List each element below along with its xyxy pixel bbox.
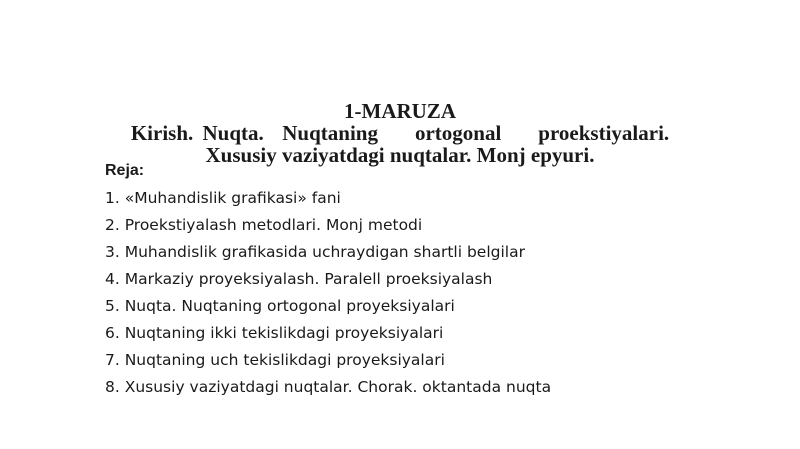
plan-item-5: 5. Nuqta. Nuqtaning ortogonal proyeksiyalari xyxy=(105,297,455,315)
plan-item-4: 4. Markaziy proyeksiyalash. Paralell proeksiyalash xyxy=(105,270,493,288)
title-topic-line1: Kirish. Nuqta. Nuqtaning ortogonal proekstiyalari. xyxy=(130,121,670,145)
plan-label: Reja: xyxy=(105,162,145,179)
plan-item-3: 3. Muhandislik grafikasida uchraydigan shartli belgilar xyxy=(105,243,525,261)
plan-item-1: 1. «Muhandislik grafikasi» fani xyxy=(105,189,341,207)
plan-item-2: 2. Proekstiyalash metodlari. Monj metodi xyxy=(105,216,423,234)
plan-item-8: 8. Xususiy vaziyatdagi nuqtalar. Chorak. oktantada nuqta xyxy=(105,378,552,396)
slide-title xyxy=(0,100,800,166)
title-topic-line2: Xususiy vaziyatdagi nuqtalar. Monj epyuri. xyxy=(205,143,595,167)
title-number: 1-MARUZA xyxy=(344,99,456,123)
plan-item-6: 6. Nuqtaning ikki tekislikdagi proyeksiyalari xyxy=(105,324,444,342)
plan-list xyxy=(105,185,551,401)
plan-item-7: 7. Nuqtaning uch tekislikdagi proyeksiyalari xyxy=(105,351,445,369)
